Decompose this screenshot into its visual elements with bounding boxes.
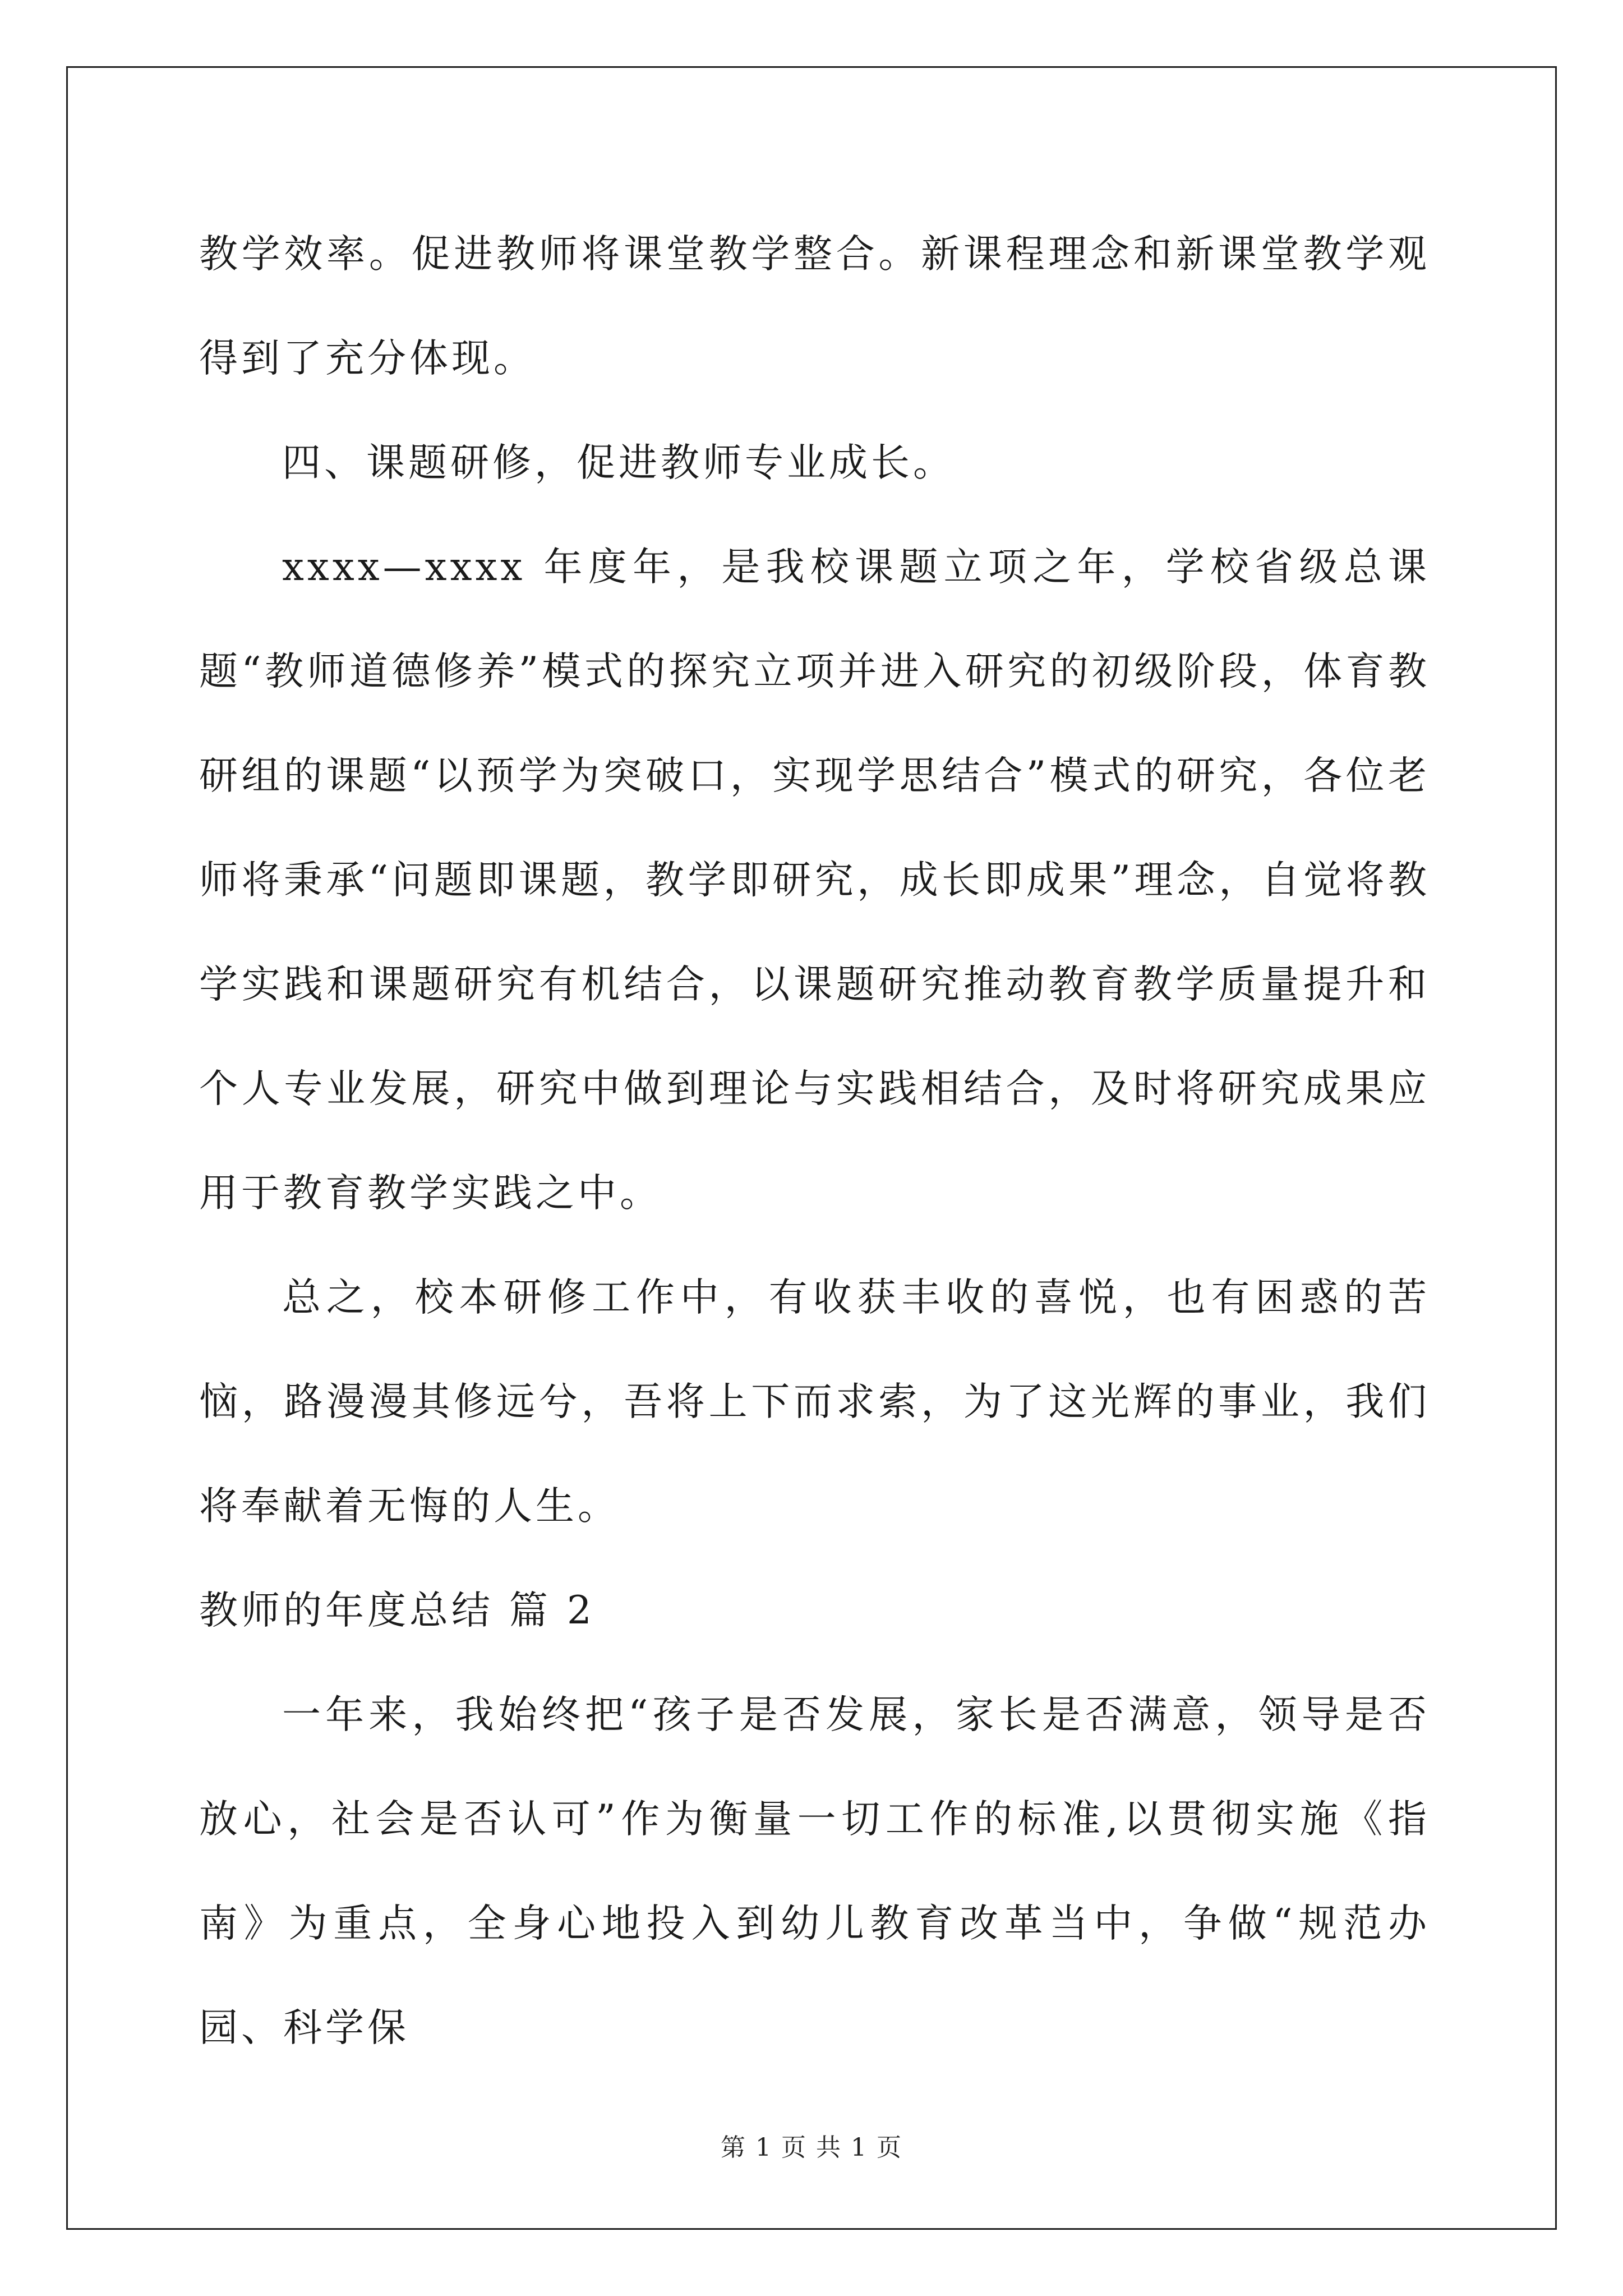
paragraph-2-heading-four: 四、课题研修，促进教师专业成长。 <box>282 440 955 485</box>
paragraph-1: 教学效率。促进教师将课堂教学整合。新课程理念和新课堂教学观得到了充分体现。 <box>199 232 1430 381</box>
section-heading: 教师的年度总结 篇 2 <box>199 1588 595 1633</box>
page-number-footer: 第 1 页 共 1 页 <box>721 2133 902 2162</box>
document-body <box>199 202 1430 2080</box>
paragraph-4: 总之，校本研修工作中，有收获丰收的喜悦，也有困惑的苦恼，路漫漫其修远兮，吾将上下而求索，为了这光辉的事业，我们将奉献着无悔的人生。 <box>199 1275 1430 1529</box>
paragraph-3: xxxx—xxxx 年度年，是我校课题立项之年，学校省级总课题“教师道德修养”模式的探究立项并进入研究的初级阶段，体育教研组的课题“以预学为突破口，实现学思结合”模式的研究，各位老师将秉承“问题即课题，教学即研究，成长即成果”理念，自觉将教学实践和课题研究有机结合，以课题研究推动教育教学质量提升和个人专业发展，研究中做到理论与实践相结合，及时将研究成果应用于教育教学实践之中。 <box>199 545 1430 1216</box>
paragraph-5: 一年来，我始终把“孩子是否发展，家长是否满意，领导是否放心，社会是否认可”作为衡量一切工作的标准,以贯彻实施《指南》为重点，全身心地投入到幼儿教育改革当中，争做“规范办园、科学保 <box>199 1692 1430 2050</box>
